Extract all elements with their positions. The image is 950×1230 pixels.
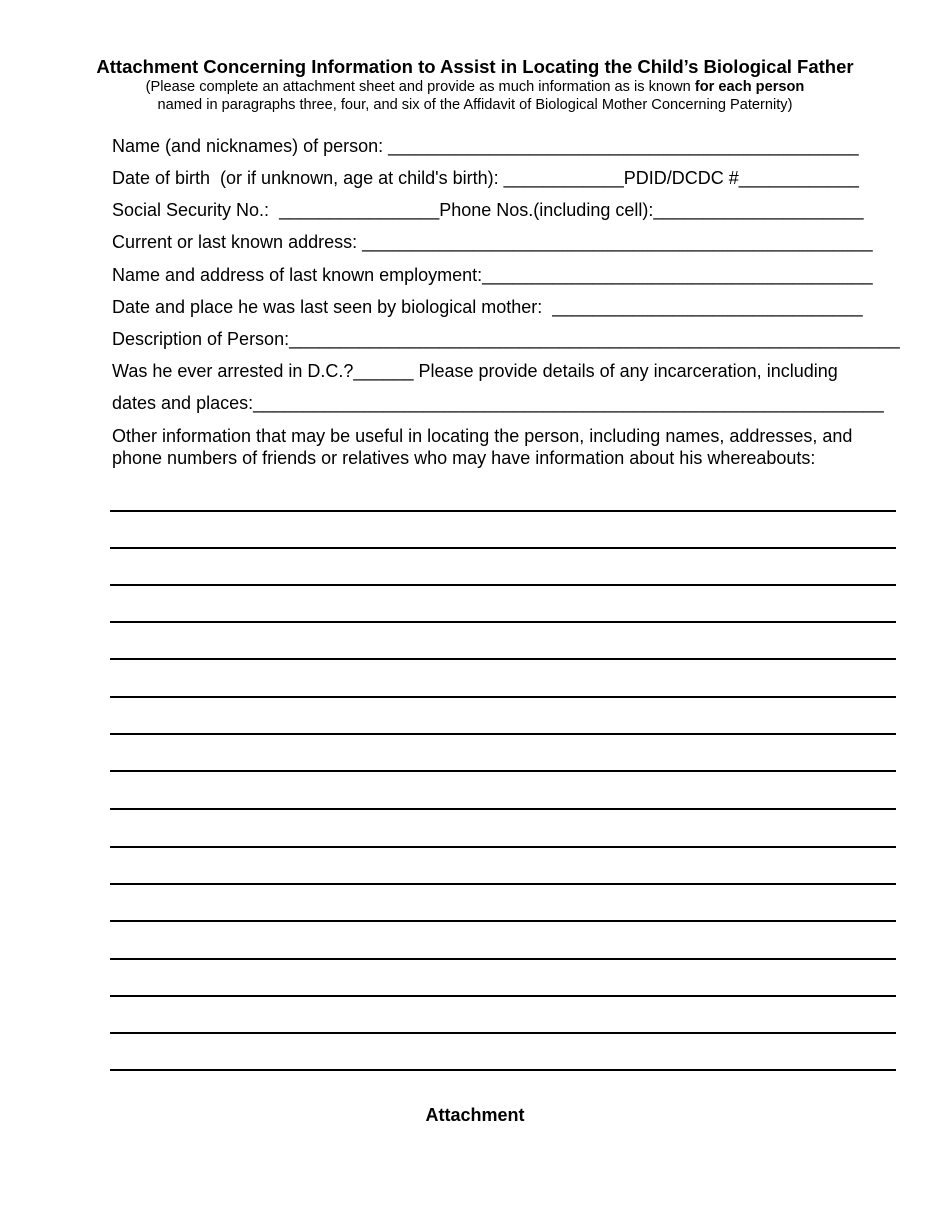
last-seen-field[interactable]: Date and place he was last seen by biological mother: _______________________________ bbox=[112, 297, 863, 317]
dates-places-field[interactable]: dates and places:_______________________________________________________________ bbox=[112, 393, 884, 413]
form-title: Attachment Concerning Information to Assist in Locating the Child’s Biological Father bbox=[96, 56, 854, 77]
writing-line[interactable] bbox=[110, 1069, 896, 1071]
writing-line[interactable] bbox=[110, 920, 896, 922]
description-field[interactable]: Description of Person:_____________________________________________________________ bbox=[112, 329, 900, 349]
writing-line[interactable] bbox=[110, 547, 896, 549]
other-info-prompt: Other information that may be useful in locating the person, including names, addresses, and phone numbers of friends or relatives who may have information about his whereabouts: bbox=[112, 426, 853, 468]
writing-line[interactable] bbox=[110, 995, 896, 997]
instructions-text: (Please complete an attachment sheet and provide as much information as is known bbox=[145, 79, 695, 95]
writing-line[interactable] bbox=[110, 658, 896, 660]
writing-line[interactable] bbox=[110, 808, 896, 810]
form-instructions bbox=[0, 78, 950, 114]
writing-line[interactable] bbox=[110, 621, 896, 623]
employment-field[interactable]: Name and address of last known employment:_______________________________________ bbox=[112, 265, 873, 285]
instructions-emphasis: for each person bbox=[694, 79, 805, 95]
writing-line[interactable] bbox=[110, 770, 896, 772]
date-of-birth-field[interactable]: Date of birth (or if unknown, age at child's birth): ____________PDID/DCDC #____________ bbox=[112, 168, 859, 188]
writing-line[interactable] bbox=[110, 696, 896, 698]
writing-line[interactable] bbox=[110, 846, 896, 848]
writing-line[interactable] bbox=[110, 883, 896, 885]
writing-line[interactable] bbox=[110, 958, 896, 960]
attachment-label: Attachment bbox=[425, 1105, 525, 1125]
instructions-line-1 bbox=[0, 78, 950, 96]
writing-line[interactable] bbox=[110, 733, 896, 735]
arrested-field[interactable]: Was he ever arrested in D.C.?______ Please provide details of any incarceration, including bbox=[112, 361, 838, 381]
address-field[interactable]: Current or last known address: ___________________________________________________ bbox=[112, 232, 873, 252]
writing-line[interactable] bbox=[110, 510, 896, 512]
writing-line[interactable] bbox=[110, 584, 896, 586]
writing-line[interactable] bbox=[110, 1032, 896, 1034]
name-field[interactable]: Name (and nicknames) of person: _______________________________________________ bbox=[112, 136, 859, 156]
ssn-phone-field[interactable]: Social Security No.: ________________Phone Nos.(including cell):_____________________ bbox=[112, 200, 864, 220]
instructions-line-2: named in paragraphs three, four, and six of the Affidavit of Biological Mother Concerning Paternity) bbox=[157, 97, 793, 113]
